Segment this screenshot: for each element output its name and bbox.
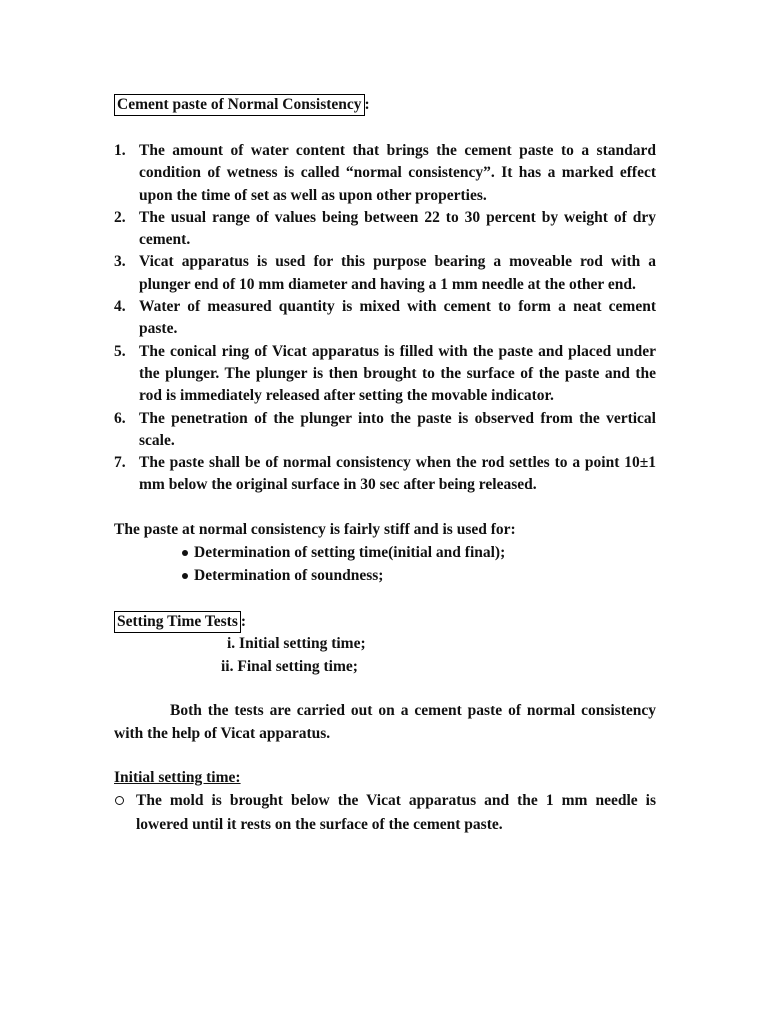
list-item [114, 541, 656, 564]
list-item-number: 2. [114, 208, 126, 226]
initial-setting-heading [114, 767, 656, 789]
list-item [114, 789, 656, 837]
list-item-number: 3. [114, 253, 126, 271]
bullet-icon [182, 550, 188, 556]
list-item-text: Determination of soundness; [194, 567, 384, 585]
list-item-text: Vicat apparatus is used for this purpose bearing a moveable rod with a plunger end of 10 mm diameter and having a 1 mm needle at the other end. [139, 253, 656, 293]
list-item-text: The mold is brought below the Vicat apparatus and the 1 mm needle is lowered until it rests on the surface of the cement paste. [136, 792, 656, 834]
list-item-text: The paste shall be of normal consistency when the rod settles to a point 10±1 mm below the original surface in 30 sec after being released. [139, 454, 656, 494]
list-item-number: 4. [114, 298, 126, 316]
list-item-text: Determination of setting time(initial and final); [194, 544, 506, 562]
uses-list [114, 541, 656, 587]
initial-setting-title: Initial setting time: [114, 769, 241, 787]
circle-bullet-icon [115, 796, 124, 805]
normal-consistency-title: Cement paste of Normal Consistency [114, 94, 365, 116]
list-item-number: 1. [114, 142, 126, 159]
bullet-icon [182, 573, 188, 579]
list-item: i. Initial setting time; [227, 635, 366, 653]
list-item-text: The conical ring of Vicat apparatus is filled with the paste and placed under the plunger. The plunger is then brought to the surface of the paste and the rod is immediately released after setting the movable indicator. [139, 342, 656, 405]
list-item-text: Water of measured quantity is mixed with cement to form a neat cement paste. [139, 298, 656, 338]
list-item [114, 140, 656, 207]
list-item [114, 341, 656, 408]
normal-consistency-title-colon: : [364, 96, 370, 113]
document-page [114, 94, 656, 837]
list-item: ii. Final setting time; [221, 657, 358, 675]
normal-consistency-heading [114, 94, 656, 116]
normal-consistency-list [114, 140, 656, 497]
list-item [114, 408, 656, 453]
list-item-text: The amount of water content that brings the cement paste to a standard condition of wetness is called “normal consistency”. It has a marked effect upon the time of set as well as upon other properties. [139, 142, 656, 204]
list-item-text: The usual range of values being between 22 to 30 percent by weight of dry cement. [139, 208, 656, 249]
list-item [114, 296, 656, 341]
uses-intro: The paste at normal consistency is fairly stiff and is used for: [114, 520, 516, 538]
setting-time-title-colon: : [240, 613, 247, 631]
list-item-number: 5. [114, 342, 126, 360]
setting-time-title: Setting Time Tests [114, 611, 241, 633]
list-item-text: The penetration of the plunger into the paste is observed from the vertical scale. [139, 409, 656, 449]
list-item-number: 6. [114, 409, 126, 427]
list-item [114, 452, 656, 497]
setting-time-heading [114, 611, 656, 633]
initial-setting-list [114, 789, 656, 837]
list-item-number: 7. [114, 454, 126, 472]
list-item [114, 207, 656, 252]
list-item [114, 251, 656, 296]
setting-time-tests-list [114, 633, 656, 678]
setting-time-description: Both the tests are carried out on a cement paste of normal consistency with the help of Vicat apparatus. [114, 702, 656, 742]
list-item [114, 564, 656, 587]
